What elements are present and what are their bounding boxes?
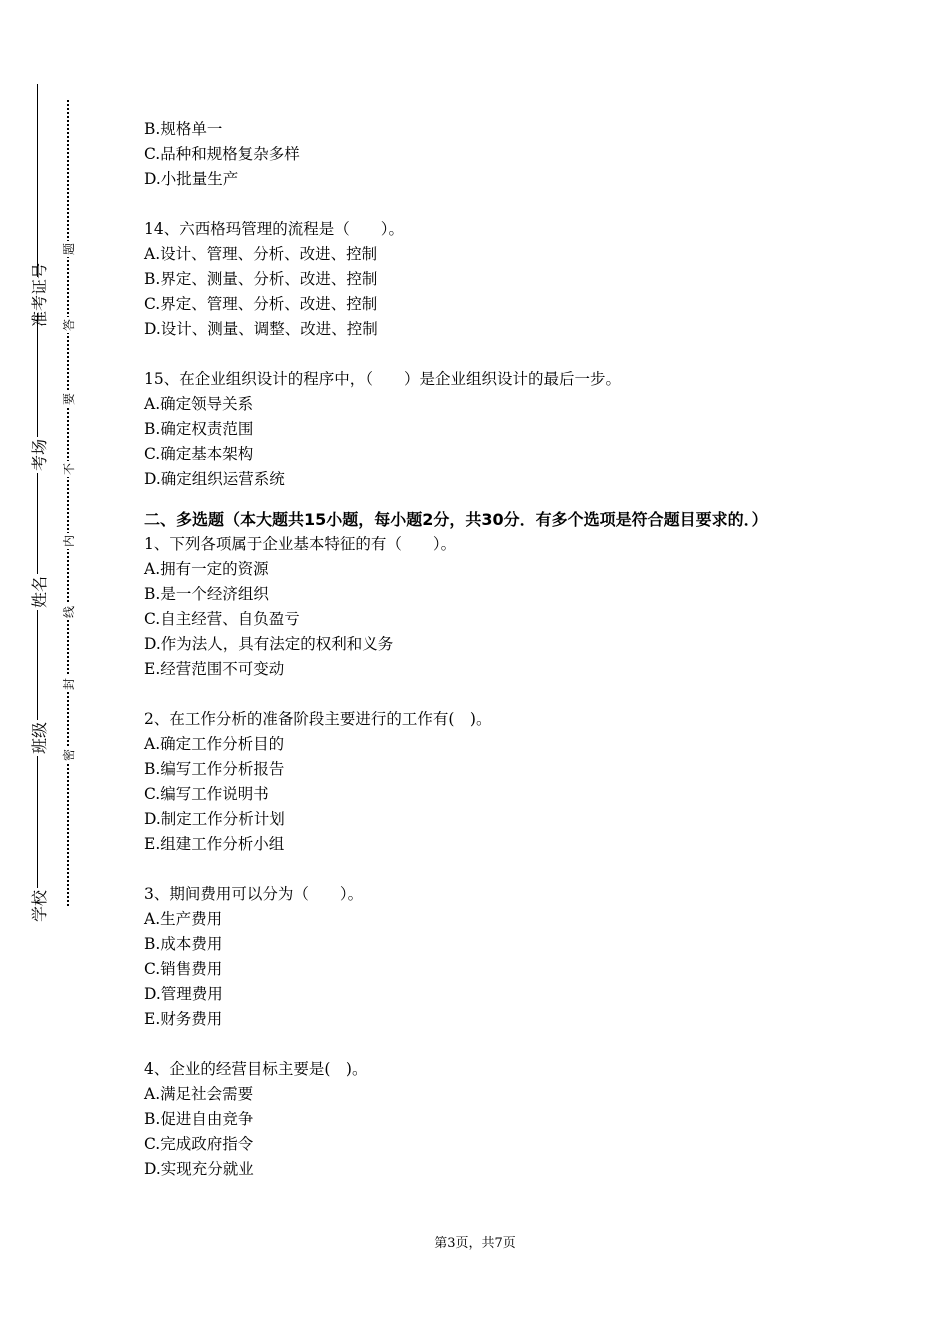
binding-solid-line <box>37 84 38 924</box>
section-2-title: 二、多选题（本大题共15小题，每小题2分，共30分．有多个选项是符合题目要求的．） <box>144 510 768 529</box>
option-b: B.规格单一 <box>144 120 223 138</box>
exam-content <box>144 117 824 1182</box>
option-b: B.成本费用 <box>144 935 223 953</box>
seal-char: 密 <box>61 749 76 762</box>
option-e: E.经营范围不可变动 <box>144 660 285 678</box>
option-b: B.编写工作分析报告 <box>144 760 285 778</box>
seal-char: 线 <box>61 606 76 619</box>
option-b: B.促进自由竞争 <box>144 1110 254 1128</box>
seal-char: 内 <box>61 535 76 548</box>
question-stem: 14、六西格玛管理的流程是（ ）。 <box>144 220 404 238</box>
option-d: D.实现充分就业 <box>144 1160 254 1178</box>
question-stem: 1、下列各项属于企业基本特征的有（ ）。 <box>144 535 457 553</box>
option-a: A.生产费用 <box>144 910 223 928</box>
student-name-label: 姓名 <box>20 574 56 610</box>
option-e: E.组建工作分析小组 <box>144 835 285 853</box>
option-a: A.确定工作分析目的 <box>144 735 285 753</box>
option-c: C.确定基本架构 <box>144 445 254 463</box>
option-e: E.财务费用 <box>144 1010 223 1028</box>
school-label: 学校 <box>20 888 56 924</box>
option-c: C.编写工作说明书 <box>144 785 269 803</box>
option-a: A.满足社会需要 <box>144 1085 254 1103</box>
multi-question-2 <box>144 707 824 857</box>
exam-room-label: 考场 <box>20 437 56 473</box>
question-stem: 3、期间费用可以分为（ ）。 <box>144 885 364 903</box>
option-c: C.销售费用 <box>144 960 223 978</box>
option-c: C.自主经营、自负盈亏 <box>144 610 300 628</box>
seal-char: 封 <box>61 678 76 691</box>
multi-question-1 <box>144 532 824 682</box>
option-a: A.设计、管理、分析、改进、控制 <box>144 245 378 263</box>
multi-question-3 <box>144 882 824 1032</box>
option-c: C.界定、管理、分析、改进、控制 <box>144 295 378 313</box>
question-stem: 15、在企业组织设计的程序中，（ ）是企业组织设计的最后一步。 <box>144 370 621 388</box>
question-stem: 2、在工作分析的准备阶段主要进行的工作有( )。 <box>144 710 492 728</box>
binding-margin <box>0 0 100 1344</box>
option-b: B.确定权责范围 <box>144 420 254 438</box>
option-a: A.拥有一定的资源 <box>144 560 269 578</box>
seal-char: 不 <box>61 463 76 476</box>
option-d: D.管理费用 <box>144 985 223 1003</box>
option-b: B.是一个经济组织 <box>144 585 269 603</box>
option-d: D.小批量生产 <box>144 170 239 188</box>
question-14 <box>144 217 824 342</box>
option-b: B.界定、测量、分析、改进、控制 <box>144 270 378 288</box>
option-c: C.完成政府指令 <box>144 1135 254 1153</box>
option-d: D.作为法人，具有法定的权利和义务 <box>144 635 394 653</box>
class-label: 班级 <box>20 720 56 756</box>
seal-dotted-line <box>67 100 69 906</box>
page-number: 第3页，共7页 <box>434 1236 516 1251</box>
option-d: D.确定组织运营系统 <box>144 470 285 488</box>
multi-question-4 <box>144 1057 824 1182</box>
option-a: A.确定领导关系 <box>144 395 254 413</box>
question-13-tail <box>144 117 824 192</box>
option-c: C.品种和规格复杂多样 <box>144 145 300 163</box>
option-d: D.设计、测量、调整、改进、控制 <box>144 320 378 338</box>
seal-char: 题 <box>61 243 76 256</box>
question-stem: 4、企业的经营目标主要是( )。 <box>144 1060 368 1078</box>
question-15 <box>144 367 824 492</box>
seal-char: 要 <box>61 393 76 406</box>
admission-number-label: 准考证号 <box>20 277 56 313</box>
seal-char: 答 <box>61 319 76 332</box>
option-d: D.制定工作分析计划 <box>144 810 285 828</box>
